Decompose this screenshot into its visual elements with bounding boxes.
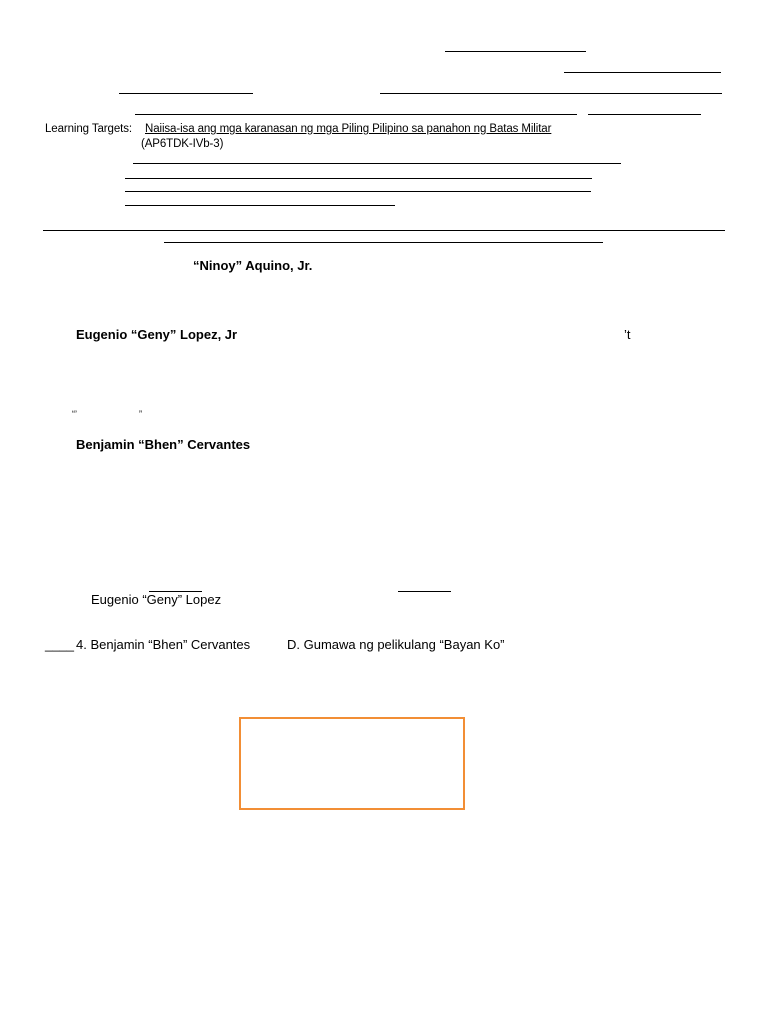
answer-blank (398, 591, 451, 592)
matching-choice-d: D. Gumawa ng pelikulang “Bayan Ko” (287, 637, 505, 652)
learning-targets-text: Naiisa-isa ang mga karanasan ng mga Piling Pilipino sa panahon ng Batas Militar (145, 123, 552, 135)
section-divider (43, 230, 725, 231)
header-blank-line (564, 72, 721, 73)
header-blank-line (445, 51, 586, 52)
matching-item-4: 4. Benjamin “Bhen” Cervantes (76, 637, 251, 652)
header-blank-line (119, 93, 253, 94)
blank-line (125, 205, 395, 206)
header-blank-line (380, 93, 722, 94)
matching-item-geny: Eugenio “Geny” Lopez (91, 592, 222, 607)
quote-mark-open: “’ (72, 409, 77, 419)
blank-line (125, 191, 591, 192)
bhen-cervantes-heading: Benjamin “Bhen” Cervantes (76, 437, 251, 452)
score-box (239, 717, 465, 810)
geny-lopez-heading: Eugenio “Geny” Lopez, Jr (76, 327, 238, 342)
competency-code: (AP6TDK-IVb-3) (141, 138, 224, 150)
blank-line (125, 178, 592, 179)
matching-item-4-blank: ____ (45, 637, 74, 652)
blank-line (133, 163, 621, 164)
header-blank-line (135, 114, 577, 115)
learning-targets-label: Learning Targets: (45, 123, 132, 135)
text-fragment: ’t (624, 327, 631, 342)
section-subline (164, 242, 603, 243)
ninoy-aquino-heading: “Ninoy” Aquino, Jr. (193, 258, 313, 273)
quote-mark-close: ” (139, 409, 142, 419)
header-blank-line (588, 114, 701, 115)
